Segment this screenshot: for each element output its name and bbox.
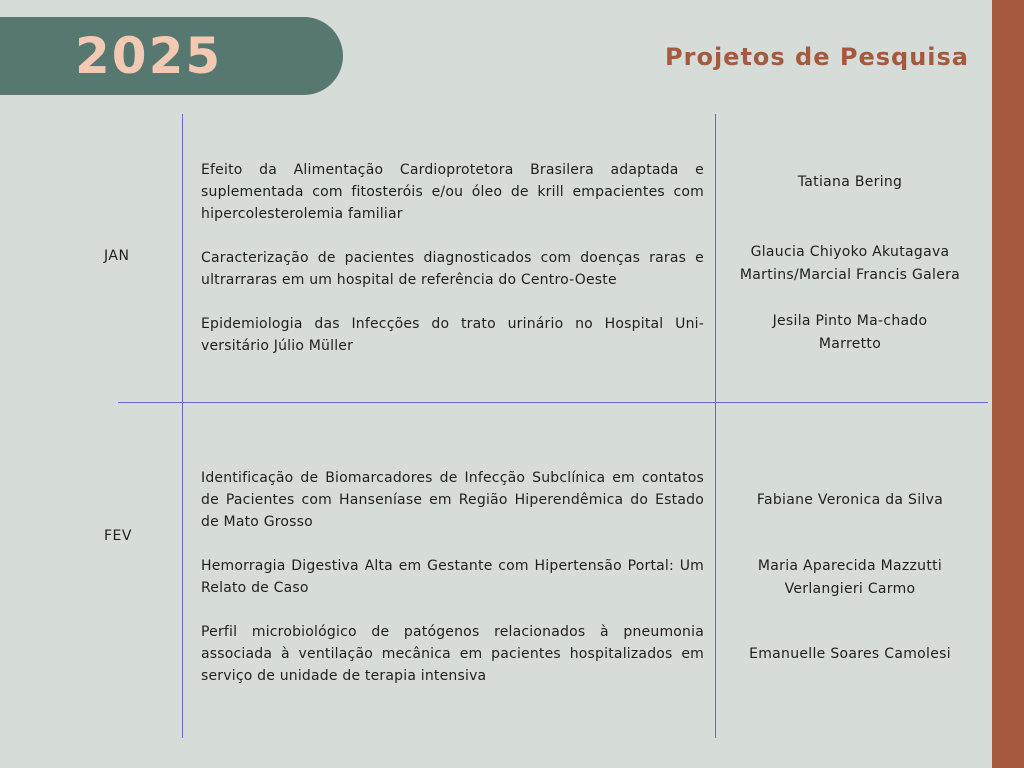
year-label: 2025 [75, 27, 223, 85]
project-title: Hemorragia Digestiva Alta em Gestante com Hipertensão Portal: Um Relato de Caso [201, 558, 704, 596]
researcher-name: Jesila Pinto Ma-chado Marretto [772, 313, 928, 352]
month-label-jan: JAN [104, 248, 130, 264]
grid-divider-right [715, 114, 716, 738]
project-title: Identificação de Biomarcadores de Infecção Subclínica em contatos de Pacientes com Hanseníase em Região Hiperendêmica do Estado de Mato Grosso [201, 470, 704, 530]
researcher-name: Tatiana Bering [797, 174, 903, 190]
grid-divider-left [182, 114, 183, 738]
decorative-right-stripe [992, 0, 1024, 768]
researcher-name: Glaucia Chiyoko Akutagava Martins/Marcial Francis Galera [739, 244, 961, 283]
researcher-name: Emanuelle Soares Camolesi [749, 646, 951, 662]
project-title: Epidemiologia das Infecções do trato urinário no Hospital Uni-versitário Júlio Müller [201, 316, 704, 354]
page-title: Projetos de Pesquisa [665, 43, 969, 71]
project-title: Caracterização de pacientes diagnosticados com doenças raras e ultrarraras em um hospital de referência do Centro-Oeste [201, 250, 704, 288]
project-title: Efeito da Alimentação Cardioprotetora Brasilera adaptada e suplementada com fitosteróis e/ou óleo de krill empacientes com hipercolesterolemia familiar [201, 162, 704, 222]
researcher-name: Fabiane Veronica da Silva [756, 492, 944, 508]
month-label-fev: FEV [104, 528, 132, 544]
project-title: Perfil microbiológico de patógenos relacionados à pneumonia associada à ventilação mecânica em pacientes hospitalizados em serviço de unidade de terapia intensiva [201, 624, 704, 684]
grid-divider-horizontal [118, 402, 988, 403]
researcher-name: Maria Aparecida Mazzutti Verlangieri Carmo [757, 558, 943, 597]
